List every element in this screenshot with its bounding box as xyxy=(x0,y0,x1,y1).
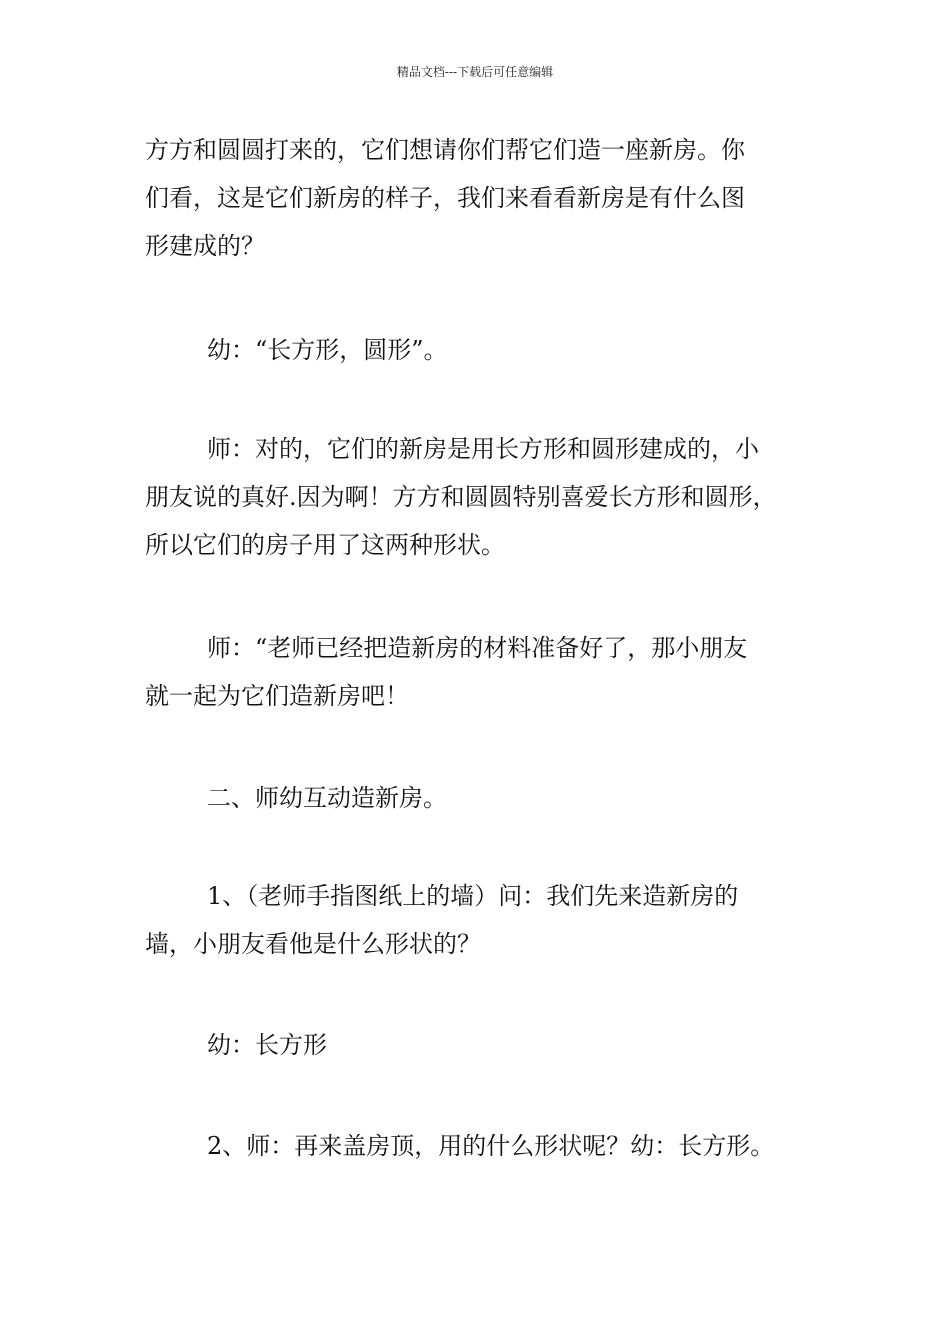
text-line: 墙，小朋友看他是什么形状的？ xyxy=(145,930,481,958)
text-line: 二、师幼互动造新房。 xyxy=(207,784,447,812)
text-line: 们看，这是它们新房的样子，我们来看看新房是有什么图 xyxy=(145,184,745,212)
paragraph-3 xyxy=(145,425,825,569)
text-line: 所以它们的房子用了这两种形状。 xyxy=(145,531,505,559)
text-line: 就一起为它们造新房吧！ xyxy=(145,682,409,710)
paragraph-4 xyxy=(145,624,825,720)
section-heading xyxy=(145,774,825,822)
text-line: 方方和圆圆打来的，它们想请你们帮它们造一座新房。你 xyxy=(145,136,745,164)
text-line: 幼：长方形 xyxy=(207,1031,327,1059)
paragraph-6 xyxy=(145,872,825,968)
text-line: 形建成的？ xyxy=(145,232,265,260)
paragraph-2 xyxy=(145,326,825,374)
paragraph-8 xyxy=(145,1122,825,1170)
paragraph-7 xyxy=(145,1021,825,1069)
text-line: 幼：“长方形，圆形”。 xyxy=(207,336,448,364)
page-header: 精品文档---下载后可任意编辑 xyxy=(396,65,554,79)
text-line: 2、师：再来盖房顶，用的什么形状呢？幼：长方形。 xyxy=(207,1132,775,1160)
text-line: 1、（老师手指图纸上的墙）问：我们先来造新房的 xyxy=(207,882,739,910)
text-line: 师：“老师已经把造新房的材料准备好了，那小朋友 xyxy=(207,634,748,662)
text-line: 朋友说的真好.因为啊！方方和圆圆特别喜爱长方形和圆形， xyxy=(145,483,777,511)
paragraph-1 xyxy=(145,126,825,270)
text-line: 师：对的，它们的新房是用长方形和圆形建成的，小 xyxy=(207,435,759,463)
